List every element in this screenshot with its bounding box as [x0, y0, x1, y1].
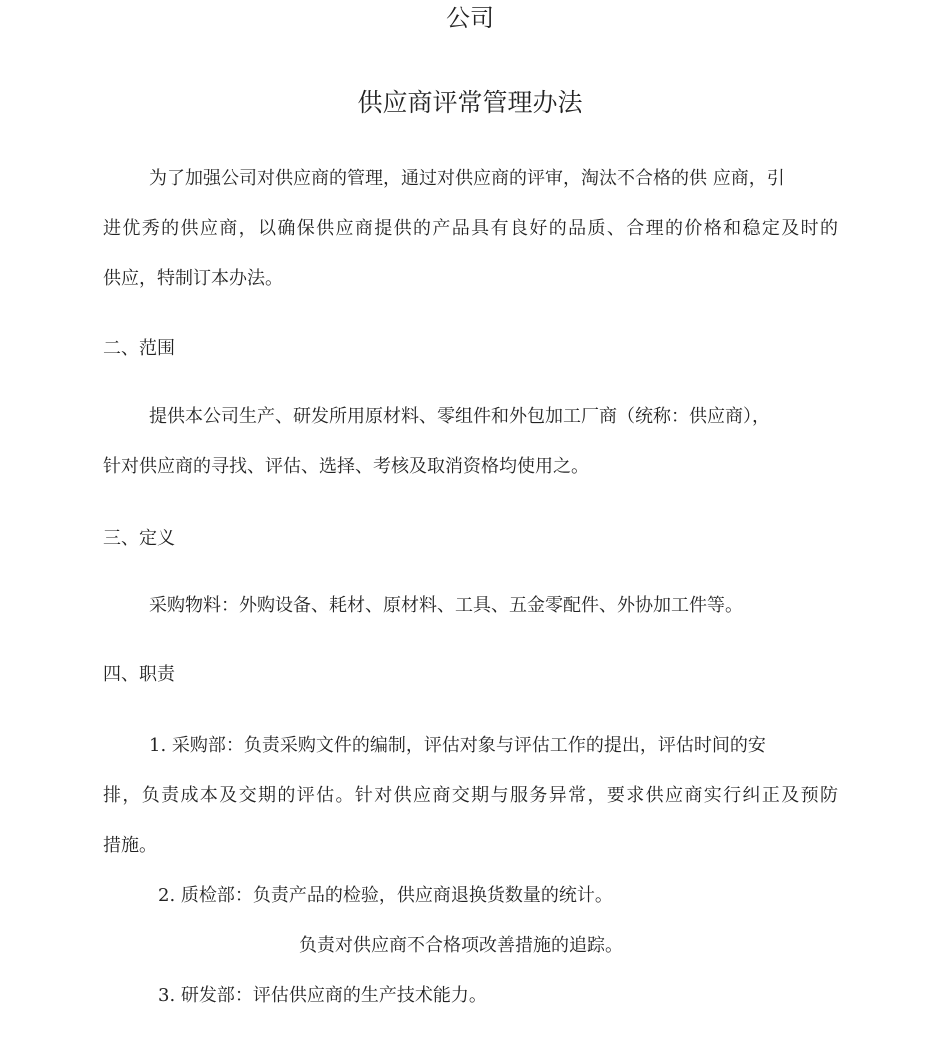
responsibility-heading: 四、职责 — [103, 664, 175, 685]
purpose-line-3: 供应，特制订本办法。 — [103, 268, 283, 289]
responsibility-item-2-line-1: 2. 质检部：负责产品的检验，供应商退换货数量的统计。 — [158, 885, 613, 906]
purpose-line-1: 为了加强公司对供应商的管理，通过对供应商的评审，淘汰不合格的供 应商，引 — [149, 168, 785, 189]
responsibility-item-2-line-2: 负责对供应商不合格项改善措施的追踪。 — [299, 935, 623, 956]
responsibility-item-3-line-1: 3. 研发部：评估供应商的生产技术能力。 — [158, 985, 487, 1006]
scope-line-2: 针对供应商的寻找、评估、选择、考核及取消资格均使用之。 — [103, 456, 589, 477]
responsibility-item-1-line-3: 措施。 — [103, 835, 157, 856]
purpose-line-2: 进优秀的供应商，以确保供应商提供的产品具有良好的品质、合理的价格和稳定及时的 — [103, 218, 838, 239]
company-name: 公司 — [446, 4, 494, 32]
scope-heading: 二、范围 — [103, 338, 175, 359]
responsibility-item-1-line-1: 1. 采购部：负责采购文件的编制，评估对象与评估工作的提出，评估时间的安 — [149, 735, 766, 756]
document-title: 供应商评常管理办法 — [357, 88, 583, 117]
scope-line-1: 提供本公司生产、研发所用原材料、零组件和外包加工厂商（统称：供应商）， — [149, 406, 770, 427]
definition-heading: 三、定义 — [103, 528, 175, 549]
definition-line-1: 采购物料：外购设备、耗材、原材料、工具、五金零配件、外协加工件等。 — [149, 595, 743, 616]
responsibility-item-1-line-2: 排，负责成本及交期的评估。针对供应商交期与服务异常，要求供应商实行纠正及预防 — [103, 785, 838, 806]
